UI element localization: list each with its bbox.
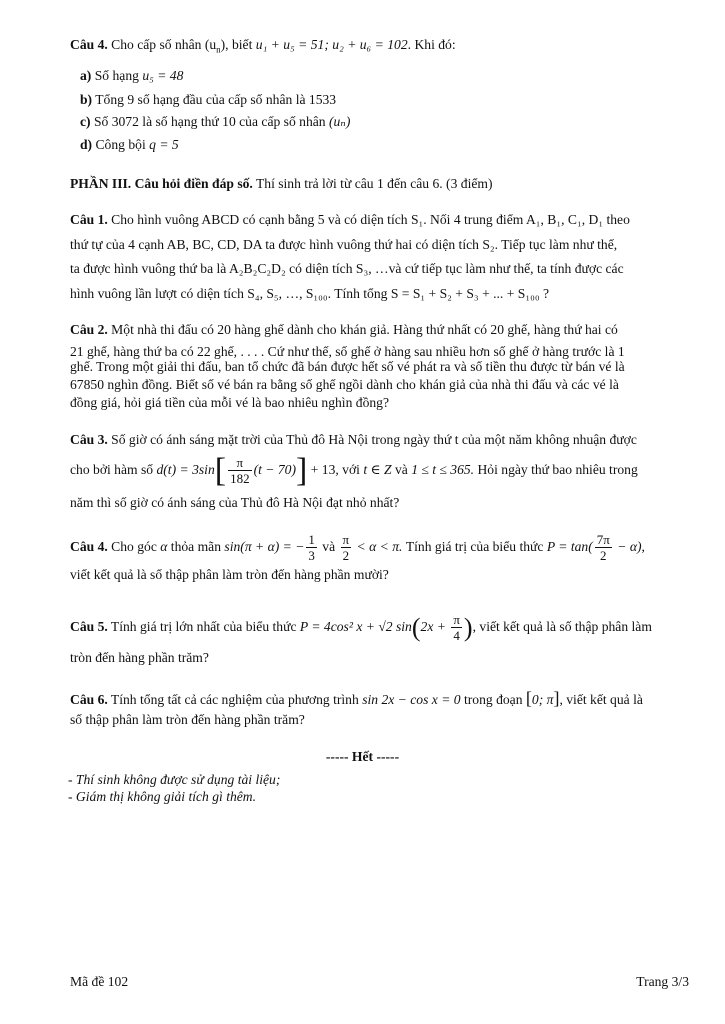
question-2-line-1 <box>70 322 618 338</box>
part-3-title: PHẦN III. Câu hỏi điền đáp số. <box>70 176 253 191</box>
question-1-line-1 <box>70 212 630 228</box>
q5-text-2: , viết kết quả là số thập phân làm <box>472 619 652 634</box>
option-d-math: q = 5 <box>149 137 179 152</box>
right-bracket: ] <box>295 451 308 489</box>
q4b-text-5: , <box>641 539 645 554</box>
q4b-text-3: và <box>318 539 339 554</box>
q2-line1-text: Một nhà thi đấu có 20 hàng ghế dành cho khán giả. Hàng thứ nhất có 20 ghế, hàng thứ hai có <box>107 322 618 337</box>
question-6-line-2: số thập phân làm tròn đến hàng phần trăm? <box>70 712 305 727</box>
formula-d-mid: (t − 70) <box>253 462 296 477</box>
option-b-label: b) <box>80 92 93 107</box>
q4-text: Cho cấp số nhân <box>107 37 205 52</box>
question-4-stem <box>70 37 456 55</box>
question-3-line-2 <box>70 452 638 488</box>
option-b-text: Tổng 9 số hạng đầu của cấp số nhân là 1533 <box>92 92 337 107</box>
part-3-heading <box>70 176 493 192</box>
option-a-label: a) <box>80 68 92 83</box>
q6-interval: 0; π <box>531 692 554 707</box>
alpha-symbol: α <box>160 539 168 554</box>
exam-code: Mã đề 102 <box>70 974 129 989</box>
q3-text-b: , với <box>335 462 364 477</box>
q6-equation: sin 2x − cos x = 0 <box>362 692 461 707</box>
q6-text-2: trong đoạn <box>460 692 526 707</box>
question-1-line-3: ta được hình vuông thứ ba là A₂B₂C₂D₂ có diện tích S₃, …và cứ tiếp tục làm như thế, ta tính được các <box>70 261 624 276</box>
question-3-line-1 <box>70 432 637 448</box>
page-number: Trang 3/3 <box>636 974 689 989</box>
q4b-text-1: Cho góc <box>107 539 161 554</box>
q5-argument: 2x + <box>420 619 450 634</box>
question-2-line-5: đồng giá, hỏi giá tiền của mỗi vé là bao nhiêu nghìn đồng? <box>70 395 390 410</box>
q4b-p-right: − α) <box>613 539 642 554</box>
fraction-7pi-2: $\frac{7\pi}{2}$ <box>596 532 610 564</box>
q6-text-3: , viết kết quả là <box>559 692 643 707</box>
q4b-p-left: P = tan( <box>546 539 593 554</box>
option-a-text: Số hạng <box>91 68 143 83</box>
end-note-1: - Thí sinh không được sử dụng tài liệu; <box>68 772 281 787</box>
q4b-text-4: Tính giá trị của biểu thức <box>402 539 547 554</box>
end-title: ----- Hết ----- <box>325 749 400 764</box>
option-d-text: Công bội <box>92 137 150 152</box>
question-3-line-3: năm thì số giờ có ánh sáng của Thủ đô Hà Nội đạt nhỏ nhất? <box>70 495 400 510</box>
q3-text-a: cho bởi hàm số <box>70 462 157 477</box>
question-1-line-4: hình vuông lần lượt có diện tích S₄, S₅, …, S₁₀₀. Tính tổng S = S₁ + S₂ + S₃ + ... + S₁₀₀ ? <box>70 286 550 301</box>
question-4b-label: Câu 4. <box>70 539 108 554</box>
q4-text2: , biết <box>225 37 256 52</box>
left-paren: ( <box>411 612 421 642</box>
question-5-label: Câu 5. <box>70 619 108 634</box>
question-2-label: Câu 2. <box>70 322 108 337</box>
option-c-text: Số 3072 là số hạng thứ 10 của cấp số nhân <box>90 114 329 129</box>
formula-d-lhs: d(t) = 3sin <box>156 462 215 477</box>
q4-option-a <box>80 68 183 84</box>
interval-close-bracket: ] <box>553 688 560 708</box>
option-c-label: c) <box>80 114 91 129</box>
fraction-pi-4: $\frac{\pi}{4}$ <box>453 612 460 644</box>
question-2-line-3: ghế. Trong một giải thi đấu, ban tổ chức đã bán được hết số vé phát ra và số tiền thu được từ bán vé là <box>70 359 625 374</box>
q4b-eq-left: sin(π + α) = − <box>224 539 305 554</box>
question-3-label: Câu 3. <box>70 432 108 447</box>
q3-cond-1: t ∈ Z <box>363 462 392 477</box>
question-4b-line-2: viết kết quả là số thập phân làm tròn đến hàng phần mười? <box>70 567 389 582</box>
question-4-label: Câu 4. <box>70 37 108 52</box>
sequence-symbol: $(u_n)$ <box>204 37 226 55</box>
question-1-line-2: thứ tự của 4 cạnh AB, BC, CD, DA ta được hình vuông thứ hai có diện tích S₂. Tiếp tục làm như thế, <box>70 237 618 252</box>
question-5-line-2: tròn đến hàng phần trăm? <box>70 650 209 665</box>
q4-condition: u₁ + u₅ = 51; u₂ + u₆ = 102 <box>255 37 408 52</box>
formula-d-rhs: + 13 <box>307 462 336 477</box>
question-6-label: Câu 6. <box>70 692 108 707</box>
q3-text-d: Hỏi ngày thứ bao nhiêu trong <box>474 462 638 477</box>
question-2-line-2: 21 ghế, hàng thứ ba có 22 ghế, . . . . Cứ như thế, số ghế ở hàng sau nhiều hơn số ghế ở hàng trước là 1 <box>70 344 625 359</box>
question-1-label: Câu 1. <box>70 212 108 227</box>
question-5-line-1 <box>70 609 652 645</box>
q4b-text-2: thỏa mãn <box>167 539 225 554</box>
q1-line1-text: Cho hình vuông ABCD có cạnh bằng 5 và có diện tích S₁. Nối 4 trung điểm A₁, B₁, C₁, D₁ theo <box>107 212 630 227</box>
question-6-line-1 <box>70 688 643 709</box>
q4-option-d <box>80 137 179 153</box>
q6-text-1: Tính tổng tất cả các nghiệm của phương trình <box>107 692 363 707</box>
end-note-2: - Giám thị không giải tích gì thêm. <box>68 789 257 804</box>
question-4b-line-1 <box>70 529 645 565</box>
fraction-pi-2: $\frac{\pi}{2}$ <box>342 532 350 564</box>
fraction-1-3: $\frac{1}{3}$ <box>308 532 315 564</box>
option-d-label: d) <box>80 137 93 152</box>
q5-text-1: Tính giá trị lớn nhất của biểu thức <box>107 619 300 634</box>
q3-text-c: và <box>391 462 412 477</box>
interval-open-bracket: [ <box>525 688 532 708</box>
left-bracket: [ <box>214 451 227 489</box>
part-3-instructions: Thí sinh trả lời từ câu 1 đến câu 6. (3 điểm) <box>252 176 493 191</box>
q5-expression: P = 4cos² x + √2 sin <box>299 619 412 634</box>
q4-option-c <box>80 114 350 130</box>
right-paren: ) <box>463 612 473 642</box>
question-2-line-4: 67850 nghìn đồng. Biết số vé bán ra bằng số ghế ngồi dành cho khán giả của nhà thi đấu và các vé là <box>70 377 619 392</box>
q3-cond-2: 1 ≤ t ≤ 365. <box>411 462 475 477</box>
end-marker <box>0 749 725 765</box>
fraction-pi-182: $\frac{\pi}{182}$ <box>230 455 250 487</box>
q4b-inequality: < α < π. <box>353 539 403 554</box>
option-a-math: u₅ = 48 <box>142 68 184 83</box>
q4-text3: . Khi đó: <box>407 37 456 52</box>
option-c-math: (uₙ) <box>328 114 351 129</box>
q3-line1-text: Số giờ có ánh sáng mặt trời của Thủ đô Hà Nội trong ngày thứ t của một năm không nhuận được <box>107 432 637 447</box>
q4-option-b <box>80 92 336 108</box>
